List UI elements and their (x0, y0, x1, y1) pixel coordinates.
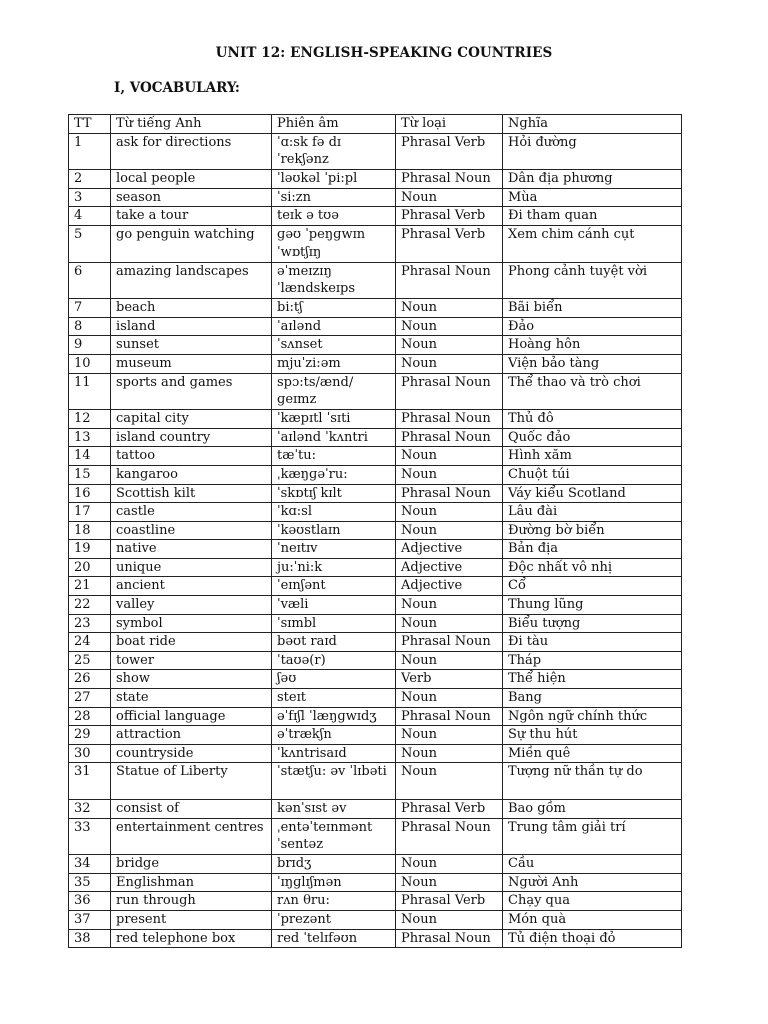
cell-english-word: symbol (111, 614, 272, 633)
cell-tt: 27 (69, 689, 111, 708)
cell-meaning: Bao gồm (503, 800, 682, 819)
cell-tt: 17 (69, 503, 111, 522)
cell-meaning: Đi tàu (503, 633, 682, 652)
cell-meaning: Cổ (503, 577, 682, 596)
cell-pronunciation: ʃəʊ (272, 670, 396, 689)
cell-word-class: Adjective (396, 540, 503, 559)
cell-english-word: red telephone box (111, 929, 272, 948)
cell-english-word: show (111, 670, 272, 689)
cell-english-word: boat ride (111, 633, 272, 652)
table-header-row (69, 115, 682, 134)
cell-english-word: ask for directions (111, 133, 272, 170)
cell-word-class: Noun (396, 447, 503, 466)
cell-meaning: Biểu tượng (503, 614, 682, 633)
vocabulary-table (68, 114, 682, 948)
cell-word-class: Noun (396, 763, 503, 800)
cell-meaning: Độc nhất vô nhị (503, 558, 682, 577)
cell-english-word: ancient (111, 577, 272, 596)
cell-meaning: Hình xăm (503, 447, 682, 466)
cell-word-class: Noun (396, 503, 503, 522)
table-row (69, 133, 682, 170)
table-row (69, 336, 682, 355)
cell-english-word: unique (111, 558, 272, 577)
cell-meaning: Tủ điện thoại đỏ (503, 929, 682, 948)
cell-english-word: capital city (111, 410, 272, 429)
cell-meaning: Tượng nữ thần tự do (503, 763, 682, 800)
cell-pronunciation: bi:tʃ (272, 299, 396, 318)
cell-tt: 11 (69, 373, 111, 410)
cell-english-word: run through (111, 892, 272, 911)
cell-pronunciation: bəʊt raɪd (272, 633, 396, 652)
cell-pronunciation: ˌkæŋɡəˈru: (272, 465, 396, 484)
cell-tt: 19 (69, 540, 111, 559)
table-row (69, 188, 682, 207)
cell-word-class: Phrasal Noun (396, 373, 503, 410)
table-row (69, 818, 682, 855)
cell-tt: 8 (69, 317, 111, 336)
cell-tt: 36 (69, 892, 111, 911)
cell-english-word: bridge (111, 855, 272, 874)
table-row (69, 689, 682, 708)
cell-word-class: Noun (396, 873, 503, 892)
cell-pronunciation: tæˈtu: (272, 447, 396, 466)
cell-meaning: Bản địa (503, 540, 682, 559)
cell-meaning: Hỏi đường (503, 133, 682, 170)
cell-tt: 22 (69, 596, 111, 615)
cell-pronunciation: ɡəʊ ˈpeŋɡwɪn ˈwɒtʃɪŋ (272, 225, 396, 262)
cell-word-class: Noun (396, 689, 503, 708)
table-row (69, 596, 682, 615)
table-row (69, 873, 682, 892)
cell-word-class: Noun (396, 614, 503, 633)
header-meaning: Nghĩa (503, 115, 682, 134)
cell-pronunciation: spɔ:ts/ænd/ ɡeɪmz (272, 373, 396, 410)
cell-word-class: Noun (396, 354, 503, 373)
cell-pronunciation: mjuˈzi:əm (272, 354, 396, 373)
cell-pronunciation: ˈkʌntrisaɪd (272, 744, 396, 763)
cell-english-word: sunset (111, 336, 272, 355)
cell-tt: 18 (69, 521, 111, 540)
cell-tt: 34 (69, 855, 111, 874)
cell-word-class: Verb (396, 670, 503, 689)
cell-word-class: Phrasal Verb (396, 800, 503, 819)
cell-pronunciation: brɪdʒ (272, 855, 396, 874)
cell-word-class: Noun (396, 596, 503, 615)
header-english-word: Từ tiếng Anh (111, 115, 272, 134)
table-row (69, 207, 682, 226)
cell-tt: 24 (69, 633, 111, 652)
cell-english-word: local people (111, 170, 272, 189)
cell-pronunciation: ˈsi:zn (272, 188, 396, 207)
cell-meaning: Thung lũng (503, 596, 682, 615)
page-title: UNIT 12: ENGLISH-SPEAKING COUNTRIES (215, 45, 553, 61)
cell-pronunciation: ˈkæpɪtl ˈsɪti (272, 410, 396, 429)
cell-english-word: island (111, 317, 272, 336)
cell-word-class: Phrasal Noun (396, 633, 503, 652)
cell-tt: 13 (69, 428, 111, 447)
cell-meaning: Món quà (503, 910, 682, 929)
cell-meaning: Người Anh (503, 873, 682, 892)
cell-meaning: Chuột túi (503, 465, 682, 484)
cell-english-word: tattoo (111, 447, 272, 466)
cell-english-word: beach (111, 299, 272, 318)
cell-tt: 14 (69, 447, 111, 466)
cell-pronunciation: ˈsɪmbl (272, 614, 396, 633)
table-row (69, 521, 682, 540)
cell-meaning: Quốc đảo (503, 428, 682, 447)
table-row (69, 558, 682, 577)
cell-pronunciation: ˈɪŋɡlɪʃmən (272, 873, 396, 892)
table-row (69, 651, 682, 670)
cell-english-word: kangaroo (111, 465, 272, 484)
cell-meaning: Cầu (503, 855, 682, 874)
cell-meaning: Thủ đô (503, 410, 682, 429)
cell-word-class: Noun (396, 726, 503, 745)
header-word-class: Từ loại (396, 115, 503, 134)
cell-pronunciation: ˌentəˈteɪnmənt ˈsentəz (272, 818, 396, 855)
cell-word-class: Phrasal Noun (396, 818, 503, 855)
cell-meaning: Thể thao và trò chơi (503, 373, 682, 410)
cell-word-class: Phrasal Noun (396, 707, 503, 726)
cell-english-word: official language (111, 707, 272, 726)
table-row (69, 763, 682, 800)
cell-english-word: entertainment centres (111, 818, 272, 855)
cell-meaning: Xem chim cánh cụt (503, 225, 682, 262)
cell-pronunciation: əˈfɪʃl ˈlæŋɡwɪdʒ (272, 707, 396, 726)
cell-tt: 21 (69, 577, 111, 596)
table-row (69, 800, 682, 819)
cell-pronunciation: rʌn θru: (272, 892, 396, 911)
cell-word-class: Noun (396, 299, 503, 318)
table-row (69, 577, 682, 596)
cell-english-word: island country (111, 428, 272, 447)
cell-meaning: Đi tham quan (503, 207, 682, 226)
cell-tt: 4 (69, 207, 111, 226)
cell-english-word: state (111, 689, 272, 708)
cell-tt: 38 (69, 929, 111, 948)
cell-english-word: museum (111, 354, 272, 373)
cell-meaning: Viện bảo tàng (503, 354, 682, 373)
cell-word-class: Phrasal Noun (396, 929, 503, 948)
cell-pronunciation: red ˈtelɪfəʊn (272, 929, 396, 948)
cell-meaning: Trung tâm giải trí (503, 818, 682, 855)
cell-meaning: Đảo (503, 317, 682, 336)
cell-english-word: native (111, 540, 272, 559)
section-heading: I, VOCABULARY: (114, 80, 240, 96)
table-row (69, 170, 682, 189)
cell-tt: 26 (69, 670, 111, 689)
table-row (69, 726, 682, 745)
cell-pronunciation: ˈtaʊə(r) (272, 651, 396, 670)
cell-tt: 15 (69, 465, 111, 484)
cell-meaning: Phong cảnh tuyệt vời (503, 262, 682, 299)
cell-pronunciation: ˈeɪnʃənt (272, 577, 396, 596)
cell-tt: 16 (69, 484, 111, 503)
cell-tt: 33 (69, 818, 111, 855)
cell-english-word: sports and games (111, 373, 272, 410)
cell-pronunciation: ˈkɑ:sl (272, 503, 396, 522)
table-row (69, 317, 682, 336)
cell-english-word: valley (111, 596, 272, 615)
cell-pronunciation: ˈkəʊstlaɪn (272, 521, 396, 540)
cell-pronunciation: ˈaɪlənd (272, 317, 396, 336)
cell-meaning: Lâu đài (503, 503, 682, 522)
cell-pronunciation: ˈstætʃu: əv ˈlɪbəti (272, 763, 396, 800)
cell-tt: 23 (69, 614, 111, 633)
cell-tt: 37 (69, 910, 111, 929)
header-pronunciation: Phiên âm (272, 115, 396, 134)
cell-word-class: Phrasal Noun (396, 170, 503, 189)
table-row (69, 484, 682, 503)
cell-tt: 2 (69, 170, 111, 189)
cell-pronunciation: ˈləʊkəl ˈpi:pl (272, 170, 396, 189)
table-row (69, 503, 682, 522)
table-body (69, 133, 682, 948)
cell-word-class: Noun (396, 855, 503, 874)
table-row (69, 744, 682, 763)
table-row (69, 540, 682, 559)
cell-english-word: countryside (111, 744, 272, 763)
cell-word-class: Noun (396, 336, 503, 355)
table-row (69, 225, 682, 262)
cell-meaning: Miền quê (503, 744, 682, 763)
cell-meaning: Dân địa phương (503, 170, 682, 189)
cell-tt: 32 (69, 800, 111, 819)
cell-english-word: Statue of Liberty (111, 763, 272, 800)
table-row (69, 910, 682, 929)
table-row (69, 428, 682, 447)
cell-tt: 9 (69, 336, 111, 355)
cell-word-class: Phrasal Verb (396, 892, 503, 911)
cell-word-class: Noun (396, 744, 503, 763)
cell-pronunciation: ˈaɪlənd ˈkʌntri (272, 428, 396, 447)
cell-english-word: Scottish kilt (111, 484, 272, 503)
cell-tt: 5 (69, 225, 111, 262)
cell-english-word: take a tour (111, 207, 272, 226)
cell-meaning: Hoàng hôn (503, 336, 682, 355)
cell-english-word: season (111, 188, 272, 207)
cell-english-word: go penguin watching (111, 225, 272, 262)
cell-meaning: Chạy qua (503, 892, 682, 911)
table-row (69, 410, 682, 429)
table-row (69, 633, 682, 652)
cell-pronunciation: ˈsʌnset (272, 336, 396, 355)
cell-word-class: Noun (396, 651, 503, 670)
cell-pronunciation: ju:ˈni:k (272, 558, 396, 577)
cell-english-word: attraction (111, 726, 272, 745)
cell-meaning: Đường bờ biển (503, 521, 682, 540)
cell-pronunciation: ˈɑ:sk fə dɪ ˈrekʃənz (272, 133, 396, 170)
cell-pronunciation: kənˈsɪst əv (272, 800, 396, 819)
cell-meaning: Bang (503, 689, 682, 708)
cell-word-class: Phrasal Noun (396, 410, 503, 429)
cell-pronunciation: teɪk ə tʊə (272, 207, 396, 226)
cell-word-class: Phrasal Verb (396, 133, 503, 170)
table-row (69, 929, 682, 948)
cell-english-word: tower (111, 651, 272, 670)
table-row (69, 614, 682, 633)
cell-word-class: Phrasal Noun (396, 484, 503, 503)
cell-word-class: Noun (396, 188, 503, 207)
cell-meaning: Thể hiện (503, 670, 682, 689)
cell-tt: 10 (69, 354, 111, 373)
cell-word-class: Adjective (396, 577, 503, 596)
table-row (69, 262, 682, 299)
cell-tt: 31 (69, 763, 111, 800)
cell-tt: 3 (69, 188, 111, 207)
cell-word-class: Phrasal Verb (396, 225, 503, 262)
cell-english-word: present (111, 910, 272, 929)
cell-meaning: Bãi biển (503, 299, 682, 318)
cell-pronunciation: steɪt (272, 689, 396, 708)
table-row (69, 892, 682, 911)
cell-pronunciation: ˈneɪtɪv (272, 540, 396, 559)
cell-tt: 12 (69, 410, 111, 429)
cell-english-word: castle (111, 503, 272, 522)
cell-tt: 29 (69, 726, 111, 745)
cell-word-class: Phrasal Verb (396, 207, 503, 226)
cell-tt: 1 (69, 133, 111, 170)
table-row (69, 373, 682, 410)
cell-meaning: Tháp (503, 651, 682, 670)
cell-word-class: Noun (396, 910, 503, 929)
cell-word-class: Phrasal Noun (396, 262, 503, 299)
cell-english-word: coastline (111, 521, 272, 540)
cell-pronunciation: ˈskɒtɪʃ kɪlt (272, 484, 396, 503)
table-row (69, 855, 682, 874)
cell-tt: 30 (69, 744, 111, 763)
cell-tt: 25 (69, 651, 111, 670)
table-row (69, 707, 682, 726)
cell-pronunciation: ˈvæli (272, 596, 396, 615)
cell-english-word: consist of (111, 800, 272, 819)
cell-meaning: Váy kiểu Scotland (503, 484, 682, 503)
cell-english-word: Englishman (111, 873, 272, 892)
cell-tt: 7 (69, 299, 111, 318)
table-row (69, 465, 682, 484)
table-row (69, 447, 682, 466)
cell-word-class: Noun (396, 317, 503, 336)
header-tt: TT (69, 115, 111, 134)
cell-tt: 6 (69, 262, 111, 299)
table-row (69, 299, 682, 318)
cell-meaning: Mùa (503, 188, 682, 207)
cell-tt: 35 (69, 873, 111, 892)
cell-meaning: Sự thu hút (503, 726, 682, 745)
table-row (69, 670, 682, 689)
cell-word-class: Phrasal Noun (396, 428, 503, 447)
cell-word-class: Adjective (396, 558, 503, 577)
cell-tt: 20 (69, 558, 111, 577)
cell-english-word: amazing landscapes (111, 262, 272, 299)
table-row (69, 354, 682, 373)
cell-tt: 28 (69, 707, 111, 726)
cell-pronunciation: ˈprezənt (272, 910, 396, 929)
cell-meaning: Ngôn ngữ chính thức (503, 707, 682, 726)
cell-word-class: Noun (396, 465, 503, 484)
cell-pronunciation: əˈmeɪzɪŋ ˈlændskeɪps (272, 262, 396, 299)
cell-pronunciation: əˈtrækʃn (272, 726, 396, 745)
cell-word-class: Noun (396, 521, 503, 540)
